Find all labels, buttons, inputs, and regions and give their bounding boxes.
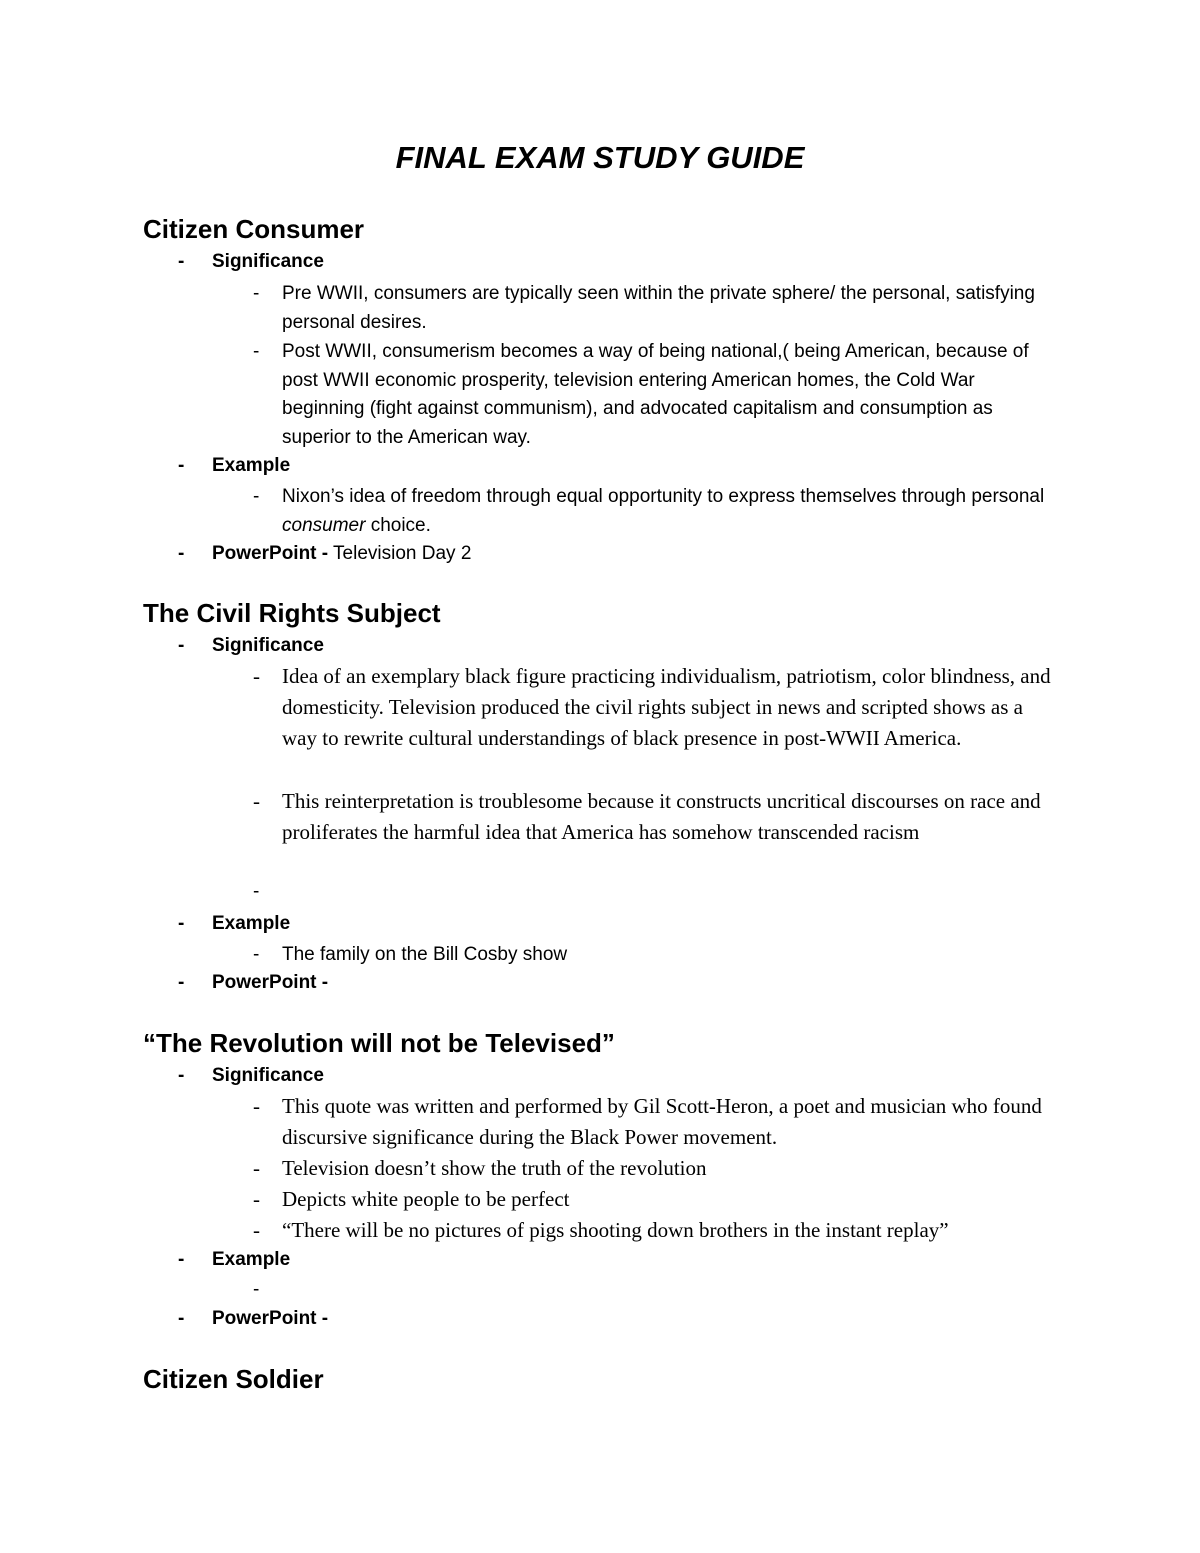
powerpoint-label: PowerPoint - [212,972,329,993]
significance-item: - This reinterpretation is troublesome because it constructs uncritical discourses on race and proliferates the harmful idea that America has somehow transcended racism [253,786,1053,848]
bullet-example: - Example [178,913,291,934]
significance-label: Significance [212,635,324,656]
bullet-example: - Example [178,1249,291,1270]
significance-text: Television doesn’t show the truth of the revolution [282,1156,707,1180]
bullet-significance: - Significance [178,251,324,272]
bullet-powerpoint: - PowerPoint - Television Day 2 [178,543,472,564]
example-label: Example [212,455,291,476]
bullet-example: - Example [178,455,291,476]
significance-item: - Depicts white people to be perfect [253,1184,1053,1215]
bullet-significance: - Significance [178,1065,324,1086]
empty-bullet: - [253,881,260,902]
bullet-powerpoint: - PowerPoint - [178,972,329,993]
significance-text: This reinterpretation is troublesome because it constructs uncritical discourses on race and proliferates the harmful idea that America has somehow transcended racism [282,789,1041,845]
example-item: - Nixon’s idea of freedom through equal opportunity to express themselves through personal consumer choice. [253,483,1053,540]
example-label: Example [212,913,291,934]
significance-item: - Post WWII, consumerism becomes a way of being national,( being American, because of post WWII economic prosperity, television entering American homes, the Cold War beginning (fight against communism), and advocated capitalism and consumption as superior to the American way. [253,338,1053,452]
example-item: - The family on the Bill Cosby show [253,941,1053,970]
example-text: Nixon’s idea of freedom through equal opportunity to express themselves through personal consumer choice. [282,486,1045,536]
significance-item: - This quote was written and performed by Gil Scott-Heron, a poet and musician who found discursive significance during the Black Power movement. [253,1091,1053,1153]
significance-text: Depicts white people to be perfect [282,1187,570,1211]
significance-label: Significance [212,251,324,272]
bullet-significance: - Significance [178,635,324,656]
significance-text: Post WWII, consumerism becomes a way of being national,( being American, because of post WWII economic prosperity, television entering American homes, the Cold War beginning (fight against communism), and advocated capitalism and consumption as superior to the American way. [282,341,1029,448]
page-title: FINAL EXAM STUDY GUIDE [395,140,805,175]
significance-item: - “There will be no pictures of pigs shooting down brothers in the instant replay” [253,1215,1053,1246]
significance-item: - Television doesn’t show the truth of the revolution [253,1153,1053,1184]
section-heading-revolution-not-televised: “The Revolution will not be Televised” [143,1028,615,1058]
bullet-powerpoint: - PowerPoint - [178,1308,329,1329]
significance-text: This quote was written and performed by Gil Scott-Heron, a poet and musician who found discursive significance during the Black Power movement. [282,1094,1042,1150]
significance-text: “There will be no pictures of pigs shooting down brothers in the instant replay” [282,1218,949,1242]
example-label: Example [212,1249,291,1270]
significance-text: Idea of an exemplary black figure practicing individualism, patriotism, color blindness, and domesticity. Television produced the civil rights subject in news and scripted shows as a way to rewrite cultural understandings of black presence in post-WWII America. [282,664,1051,751]
significance-item: - Idea of an exemplary black figure practicing individualism, patriotism, color blindness, and domesticity. Television produced the civil rights subject in news and scripted shows as a way to rewrite cultural understandings of black presence in post-WWII America. [253,661,1053,755]
empty-bullet: - [253,1279,260,1300]
powerpoint-value: Television Day 2 [328,543,472,564]
powerpoint-label: PowerPoint - [212,543,329,564]
significance-item: - Pre WWII, consumers are typically seen within the private sphere/ the personal, satisfying personal desires. [253,280,1053,337]
example-text: The family on the Bill Cosby show [282,944,568,965]
powerpoint-label: PowerPoint - [212,1308,329,1329]
section-heading-civil-rights-subject: The Civil Rights Subject [143,598,441,628]
section-heading-citizen-consumer: Citizen Consumer [143,214,365,244]
significance-text: Pre WWII, consumers are typically seen within the private sphere/ the personal, satisfying personal desires. [282,283,1035,333]
significance-label: Significance [212,1065,324,1086]
section-heading-citizen-soldier: Citizen Soldier [143,1364,324,1394]
